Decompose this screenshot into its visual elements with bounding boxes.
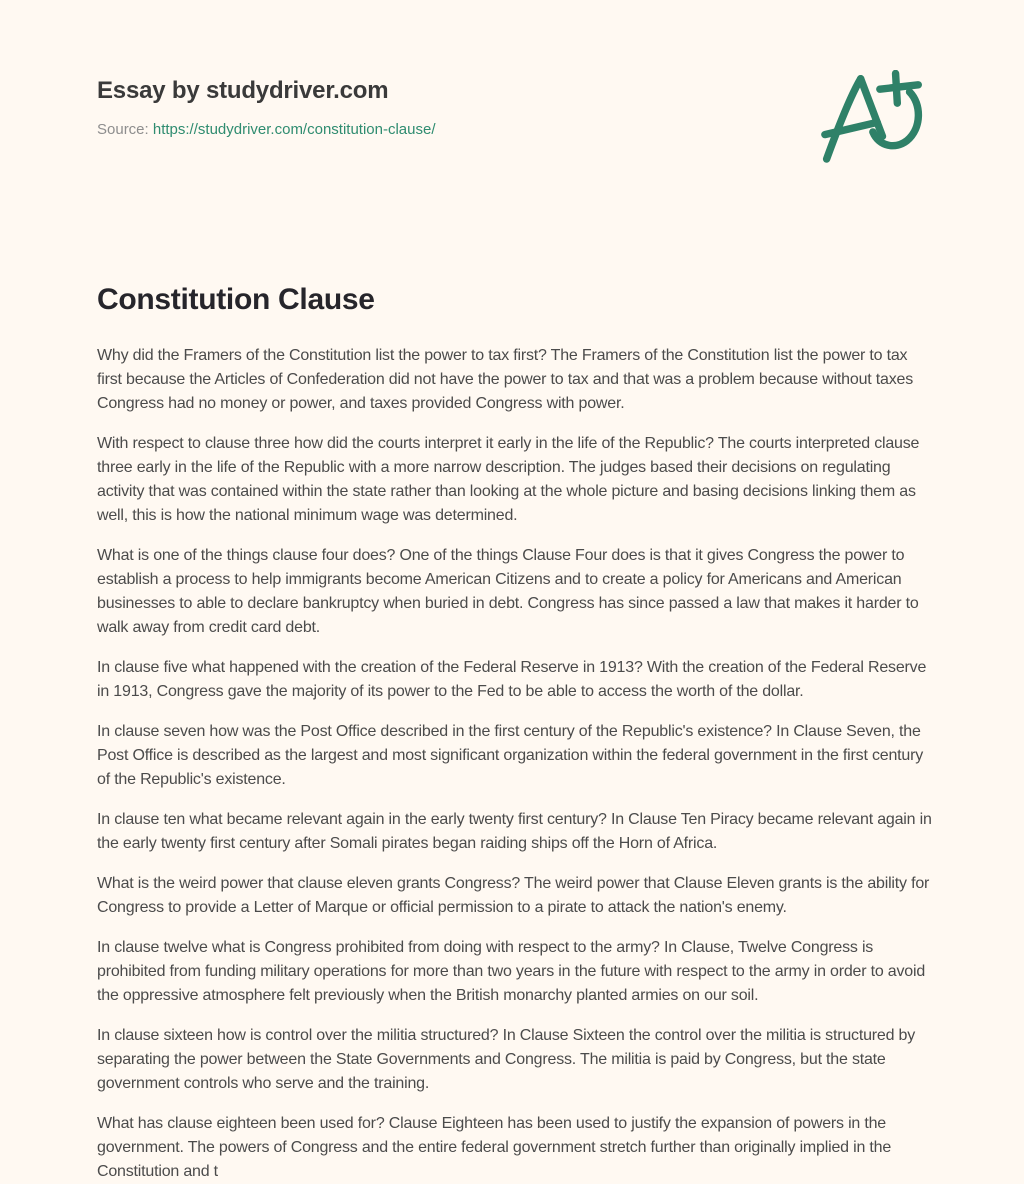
page-header: [97, 0, 927, 166]
essay-paragraph: In clause ten what became relevant again in the early twenty first century? In Clause Ten Piracy became relevant again in the early twenty first century after Somali pirates began raiding ships off the Horn of Africa.: [97, 811, 932, 852]
source-label: Source:: [97, 121, 149, 138]
essay-paragraph: What is one of the things clause four does? One of the things Clause Four does is that it gives Congress the power to establish a process to help immigrants become American Citizens and to create a policy for Americans and American businesses to able to declare bankruptcy when buried in debt. Congress has since passed a law that makes it harder to walk away from credit card debt.: [97, 547, 919, 636]
essay-paragraph: In clause seven how was the Post Office described in the first century of the Republic's existence? In Clause Seven, the Post Office is described as the largest and most significant organization within the federal government in the first century of the Republic's existence.: [97, 723, 924, 788]
page-title: Constitution Clause: [97, 283, 375, 316]
header-text-block: [97, 76, 436, 140]
essay-paragraph: In clause sixteen how is control over the militia structured? In Clause Sixteen the control over the militia is structured by separating the power between the State Governments and Congress. The militia is paid by Congress, but the state government controls who serve and the training.: [97, 1027, 916, 1092]
essay-paragraph: Why did the Framers of the Constitution list the power to tax first? The Framers of the Constitution list the power to tax first because the Articles of Confederation did not have the power to tax and that was a problem because without taxes Congress had no money or power, and taxes provided Congress with power.: [97, 347, 914, 412]
essay-paragraph: In clause twelve what is Congress prohibited from doing with respect to the army? In Clause, Twelve Congress is prohibited from funding military operations for more than two years in the future with respect to the army in order to avoid the oppressive atmosphere felt previously when the British monarchy planted armies on our soil.: [97, 939, 926, 1004]
essay-paragraph: With respect to clause three how did the courts interpret it early in the life of the Republic? The courts interpreted clause three early in the life of the Republic with a more narrow description. The judges based their decisions on regulating activity that was contained within the state rather than looking at the whole picture and basing decisions linking them as well, this is how the national minimum wage was determined.: [97, 435, 920, 524]
source-link[interactable]: https://studydriver.com/constitution-clause/: [152, 121, 436, 138]
essay-paragraph: What has clause eighteen been used for? Clause Eighteen has been used to justify the expansion of powers in the government. The powers of Congress and the entire federal government stretch further than originally implied in the Constitution and t: [97, 1115, 892, 1180]
essay-paragraph: What is the weird power that clause eleven grants Congress? The weird power that Clause Eleven grants is the ability for Congress to provide a Letter of Marque or official permission to a pirate to attack the nation's enemy.: [97, 875, 930, 916]
source-line: [97, 120, 436, 140]
essay-paragraph: In clause five what happened with the creation of the Federal Reserve in 1913? With the creation of the Federal Reserve in 1913, Congress gave the majority of its power to the Fed to be able to access the worth of the dollar.: [97, 659, 927, 700]
a-plus-logo-icon: [819, 70, 925, 166]
essay-byline: Essay by studydriver.com: [97, 77, 389, 104]
essay-body: [97, 344, 933, 1184]
